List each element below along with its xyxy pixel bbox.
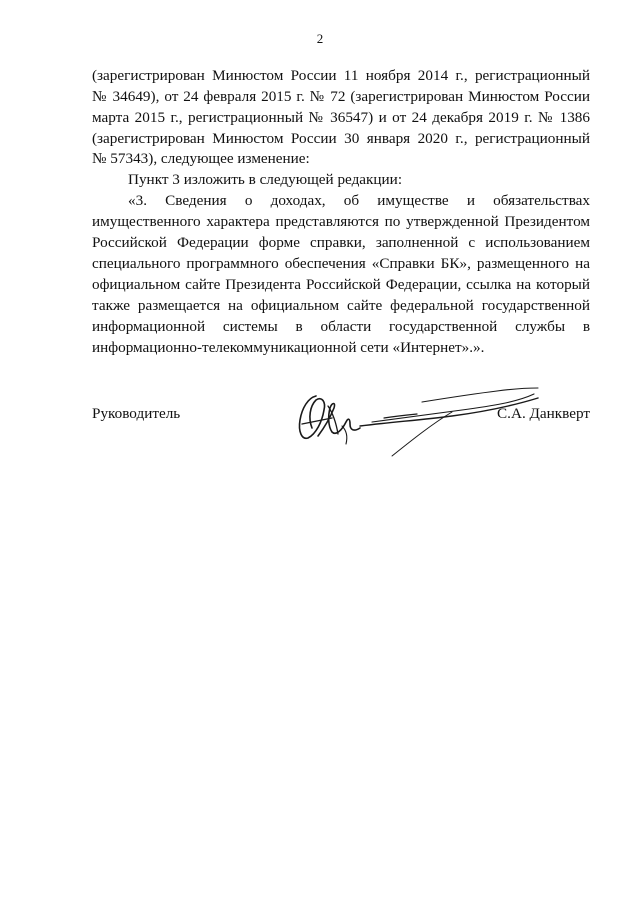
paragraph-line: марта 2015 г., регистрационный № 36547) и от 24 декабря 2019 г. № 1386 — [92, 109, 590, 126]
paragraph-line: (зарегистрирован Минюстом России 30 января 2020 г., регистрационный — [92, 130, 590, 147]
page-number: 2 — [316, 31, 324, 46]
paragraph-line: Пункт 3 изложить в следующей редакции: — [128, 171, 403, 188]
paragraph-line: имущественного характера представляются по утвержденной Президентом — [92, 213, 590, 230]
paragraph-line: № 34649), от 24 февраля 2015 г. № 72 (зарегистрирован Минюстом России — [92, 88, 590, 105]
paragraph-line: «3. Сведения о доходах, об имуществе и обязательствах — [128, 192, 590, 209]
paragraph-line: специального программного обеспечения «Справки БК», размещенного на — [92, 255, 590, 272]
paragraph-line: официальном сайте Президента Российской Федерации, ссылка на который — [92, 276, 590, 293]
paragraph-line: информационно-телекоммуникационной сети «Интернет».». — [92, 339, 485, 356]
signatory-role: Руководитель — [92, 405, 181, 422]
signatory-name: С.А. Данкверт — [497, 405, 590, 422]
paragraph-line: Российской Федерации форме справки, заполненной с использованием — [92, 234, 590, 251]
paragraph-line: также размещается на официальном сайте федеральной государственной — [92, 297, 590, 314]
paragraph-line: информационной системы в области государственной службы в — [92, 318, 590, 335]
paragraph-line: (зарегистрирован Минюстом России 11 ноября 2014 г., регистрационный — [92, 67, 590, 84]
paragraph-line: № 57343), следующее изменение: — [92, 150, 310, 167]
